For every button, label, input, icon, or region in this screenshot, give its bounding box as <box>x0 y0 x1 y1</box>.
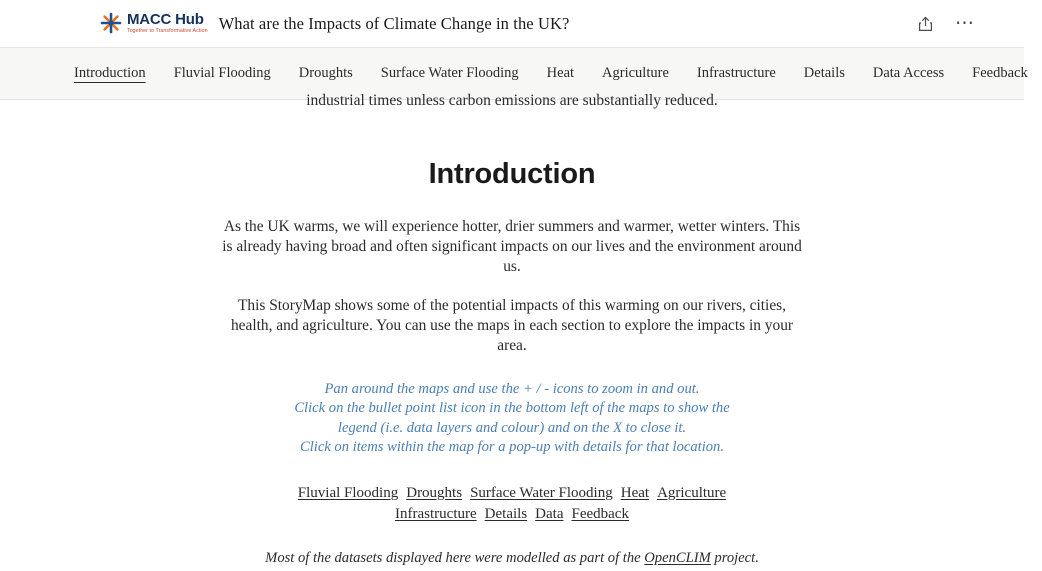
usage-tips <box>222 380 802 457</box>
nav-item-heat[interactable]: Heat <box>546 65 575 81</box>
nav-item-droughts[interactable]: Droughts <box>298 65 353 81</box>
logo[interactable] <box>100 12 208 34</box>
credit-suffix: project. <box>710 549 759 566</box>
link-infrastructure[interactable]: Infrastructure <box>395 506 477 523</box>
page-title: What are the Impacts of Climate Change in the UK? <box>218 13 570 33</box>
logo-text: MACC Hub <box>127 11 204 29</box>
intro-paragraph-2: This StoryMap shows some of the potential impacts of this warming on our rivers, cities, health, and agriculture. You can use the maps in each section to explore the impacts in your area. <box>230 297 794 355</box>
top-bar <box>0 0 1024 48</box>
usage-tip-1: Pan around the maps and use the + / - icons to zoom in and out. <box>324 381 700 398</box>
link-details[interactable]: Details <box>484 506 528 523</box>
previous-section-text: industrial times unless carbon emissions are substantially reduced. <box>306 92 718 109</box>
link-agriculture[interactable]: Agriculture <box>657 485 727 502</box>
more-options-icon[interactable]: ⋯ <box>955 13 975 34</box>
section-link-row-2 <box>222 504 802 525</box>
story-content <box>0 92 1024 570</box>
nav-item-data-access[interactable]: Data Access <box>872 65 945 81</box>
nav-item-introduction[interactable]: Introduction <box>74 65 146 81</box>
credit-prefix: Most of the datasets displayed here were modelled as part of the <box>265 549 645 566</box>
link-heat[interactable]: Heat <box>620 485 650 502</box>
nav-item-agriculture[interactable]: Agriculture <box>602 65 669 81</box>
link-openclim[interactable]: OpenCLIM <box>644 549 711 566</box>
dataset-credit <box>222 550 802 567</box>
nav-item-surface-water-flooding[interactable]: Surface Water Flooding <box>380 65 519 81</box>
usage-tip-2: Click on the bullet point list icon in the bottom left of the maps to show the <box>294 400 730 417</box>
introduction-section <box>222 100 802 567</box>
link-data[interactable]: Data <box>535 506 564 523</box>
topbar-actions <box>914 0 976 48</box>
section-heading: Introduction <box>428 158 596 190</box>
usage-tip-4: Click on items within the map for a pop-up with details for that location. <box>299 438 725 455</box>
section-link-row-1 <box>222 483 802 504</box>
nav-item-fluvial-flooding[interactable]: Fluvial Flooding <box>173 65 271 81</box>
link-droughts[interactable]: Droughts <box>406 485 463 502</box>
share-icon[interactable] <box>914 13 936 35</box>
link-feedback[interactable]: Feedback <box>571 506 629 523</box>
logo-tagline: Together to Transformative Action <box>127 28 208 35</box>
usage-tip-3: legend (i.e. data layers and colour) and on the X to close it. <box>337 419 687 436</box>
link-surface-water-flooding[interactable]: Surface Water Flooding <box>470 485 613 502</box>
link-fluvial-flooding[interactable]: Fluvial Flooding <box>297 485 399 502</box>
macc-hub-logo-icon <box>100 12 122 34</box>
section-link-list <box>222 483 802 526</box>
nav-item-infrastructure[interactable]: Infrastructure <box>696 65 776 81</box>
intro-paragraph-1: As the UK warms, we will experience hotter, drier summers and warmer, wetter winters. This is already having broad and often significant impacts on our lives and the environment around us. <box>222 218 802 276</box>
nav-item-details[interactable]: Details <box>803 65 845 81</box>
nav-item-feedback[interactable]: Feedback <box>972 65 1028 81</box>
